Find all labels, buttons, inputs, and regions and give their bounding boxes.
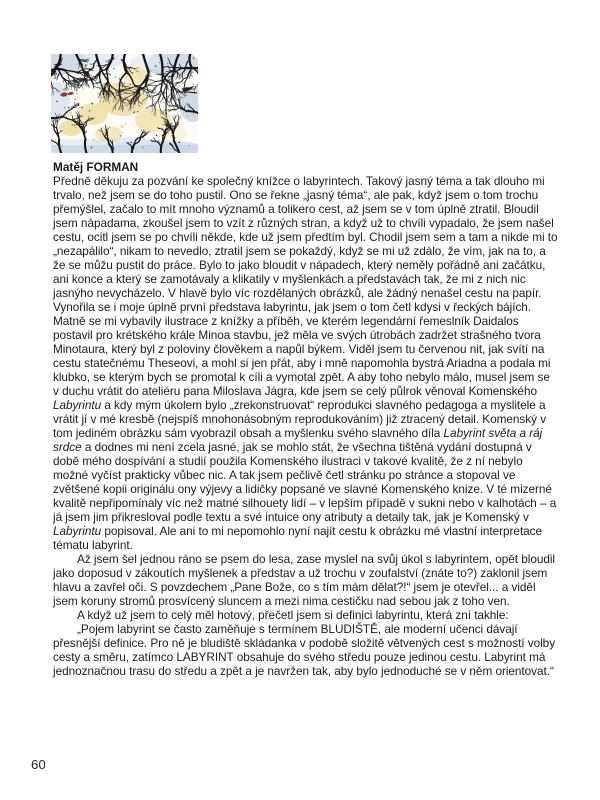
paragraph-text: popisoval. Ale ani to mi nepomohlo nyní najít cestu k obrázku mé vlastní interpretace tématu labyrint. <box>53 524 543 552</box>
book-title-italic: Labyrintu <box>53 398 102 412</box>
paragraph-text: a dodnes mi není zcela jasné, jak se mohlo stát, že všechna tištěná vydání dostupná v době mého dospívání a studií použila Komenského ilustraci v takové kvalitě, že z ní nebylo možné vyčíst prakticky vůbec nic. A tak jsem pečlivě četl stránku po stránce a stopoval ve zvětšené kopii originálu ony výjevy a lidičky popsané ve slavné Komenského knize. V té mizerné kvalitě nepřipomínaly víc než matné silhouety lidí – v lepším případě v sukni nebo v kalhotách – a já jsem jim přikresloval podle textu a své intuice ony atributy a detaily tak, jak je Komenský v <box>53 440 557 524</box>
paragraph <box>53 622 558 678</box>
page-number: 60 <box>31 757 47 772</box>
branches-illustration <box>51 54 198 153</box>
book-title-italic: Labyrint světa a ráj srdce <box>53 426 543 454</box>
body-text <box>53 174 558 678</box>
paragraph-text: A když už jsem to celý měl hotový, přečetl jsem si definici labyrintu, která zní takhle: <box>77 608 509 622</box>
paragraph <box>53 608 558 622</box>
book-title-italic: Labyrintu <box>53 524 102 538</box>
paragraph-text: a kdy mým úkolem bylo „zrekonstruovat“ reprodukci slavného pedagoga a myslitele a vrátit jí v mé kresbě (nejspíš mnohonásobným reprodukováním) již ztracený detail. Komenský v tom jediném obrázku sám vyobrazil obsah a myšlenku svého slavného díla <box>53 398 547 440</box>
paragraph-text: Až jsem šel jednou ráno se psem do lesa, zase myslel na svůj úkol s labyrintem, opět bloudil jako doposud v zákoutích myšlenek a představ a už trochu v zoufalství (znáte to?) zaklonil jsem hlavu a zavřel oči. S povzdechem „Pane Bože, co s tím mám dělat?!“ jsem je otevřel... a viděl jsem koruny stromů prosvícený sluncem a mezi nima cestičku nad sebou jak z toho ven. <box>53 552 556 608</box>
branches-artwork-canvas <box>51 54 198 153</box>
paragraph-text: Předně děkuju za pozvání ke společný knížce o labyrintech. Takový jasný téma a tak dlouho mi trvalo, než jsem se do toho pustil. Ono se řekne „jasný téma“, ale pak, když jsem o tom trochu přemýšlel, začalo to mít mnoho významů a tolikero cest, až jsem se v tom úplně ztratil. Bloudil jsem nápadama, zkoušel jsem to vzít z různých stran, a když už to chvíli vypadalo, že jsem našel cestu, ocitl jsem se po chvíli někde, kde už jsem předtím byl. Chodil jsem sem a tam a nikde mi to „nezapálilo“, nikam to nevedlo, ztratil jsem se pokaždý, když se mi už zdálo, že vím, jak na to, a že se můžu pustit do práce. Bylo to jako bloudit v nápadech, který neměly pořádně ani začátku, ani konce a který se zamotávaly a klikatily v myšlenkách a představách tak, že mi z nich nic jasnýho nevycházelo. V hlavě bylo víc rozdělaných obrázků, ale žádný nenašel cestu na papír. Vynořila se i moje úplně první představa labyrintu, jak jsem o tom četl kdysi v řeckých bájích. Matně se mi vybavily ilustrace z knížky a příběh, ve kterém legendární řemeslník Daidalos postavil pro krétského krále Minoa stavbu, jež měla ve svých útrobách zadržet strašného tvora Minotaura, který byl z poloviny člověkem a napůl býkem. Viděl jsem tu červenou nit, jak svítí na cestu statečnému Theseovi, a mohl si jen přát, aby i mně napomohla bystrá Ariadna a podala mi klubko, se kterým bych se promotal k cíli a vymotal zpět. A aby toho nebylo málo, musel jsem se v duchu vrátit do ateliéru pana Miloslava Jágra, kde jsem se celý půlrok věnoval Komenského <box>53 174 558 398</box>
author-name: Matěj FORMAN <box>53 160 139 174</box>
paragraph-text: „Pojem labyrint se často zaměňuje s termínem BLUDIŠTĚ, ale moderní učenci dávají přesnější definice. Pro ně je bludiště skládanka v podobě složitě větvených cest s možností volby cesty a směru, zatímco LABYRINT obsahuje do svého středu pouze jedinou cestu. Labyrint má jednoznačnou trasu do středu a zpět a je navržen tak, aby bylo jednoduché se v něm orientovat.“ <box>53 622 556 678</box>
paragraph <box>53 174 558 552</box>
paragraph <box>53 552 558 608</box>
